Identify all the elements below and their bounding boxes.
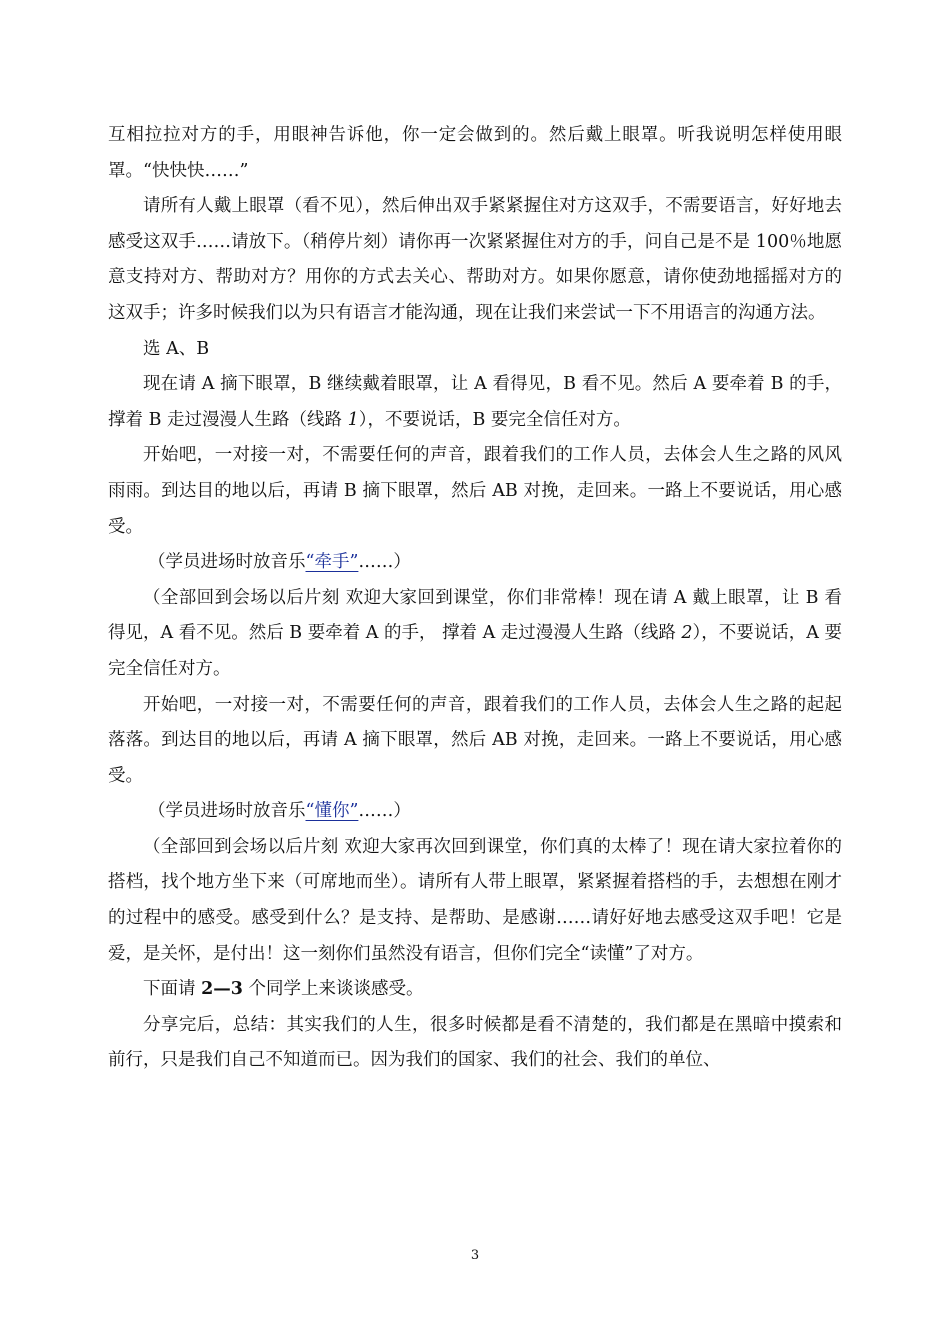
paragraph-7-text-end: ），不要说话，A 要完全信任对方。	[108, 623, 842, 679]
paragraph-11-text: 下面请	[143, 979, 202, 1000]
paragraph-1: 互相拉拉对方的手，用眼神告诉他，你一定会做到的。然后戴上眼罩。听我说明怎样使用眼罩。“快快快……”	[108, 125, 842, 181]
paragraph-11	[108, 972, 842, 1008]
paragraph-4-text-end: ），不要说话，B 要完全信任对方。	[358, 409, 631, 430]
paragraph-11-text-end: 个同学上来谈谈感受。	[242, 979, 424, 1000]
body-text	[108, 118, 842, 1079]
paragraph-8: 开始吧，一对接一对，不需要任何的声音，跟着我们的工作人员，去体会人生之路的起起落落。到达目的地以后，再请 A 摘下眼罩，然后 AB 对挽，走回来。一路上不要说话，用心感受。	[108, 694, 842, 786]
paragraph-4	[108, 367, 842, 438]
music-note-text-2: （学员进场时放音乐	[148, 801, 306, 822]
route-number-2: 2	[681, 623, 693, 644]
paragraph-5: 开始吧，一对接一对，不需要任何的声音，跟着我们的工作人员，去体会人生之路的风风雨雨。到达目的地以后，再请 B 摘下眼罩，然后 AB 对挽，走回来。一路上不要说话，用心感受。	[108, 445, 842, 537]
paragraph-6	[108, 545, 842, 581]
paragraph-12: 分享完后，总结：其实我们的人生，很多时候都是看不清楚的，我们都是在黑暗中摸索和前行，只是我们自己不知道而已。因为我们的国家、我们的社会、我们的单位、	[108, 1014, 842, 1071]
music-note-text: （学员进场时放音乐	[148, 552, 306, 573]
paragraph-7	[108, 581, 842, 688]
paragraph-7-text: （全部回到会场以后片刻 欢迎大家回到课堂，你们非常棒！现在请 A 戴上眼罩，让 B 看得见，A 看不见。然后 B 要牵着 A 的手， 撑着 A 走过漫漫人生路（线路	[108, 587, 842, 644]
music-note-end-2: ……）	[358, 801, 411, 822]
paragraph-4-text: 现在请 A 摘下眼罩，B 继续戴着眼罩，让 A 看得见，B 看不见。然后 A 要牵着 B 的手，撑着 B 走过漫漫人生路（线路	[108, 374, 842, 430]
song-link-dongni[interactable]: “懂你”	[305, 801, 359, 822]
paragraph-2: 请所有人戴上眼罩（看不见），然后伸出双手紧紧握住对方这双手，不需要语言，好好地去感受这双手……请放下。（稍停片刻）请你再一次紧紧握住对方的手，问自己是不是 100％地愿意支持对方、帮助对方？用你的方式去关心、帮助对方。如果你愿意，请你使劲地摇摇对方的这双手；许多时候我们以为只有语言才能沟通，现在让我们来尝试一下不用语言的沟通方法。	[108, 196, 842, 323]
music-note-end: ……）	[358, 552, 411, 573]
paragraph-3: 选 A、B	[143, 338, 210, 359]
paragraph-10: （全部回到会场以后片刻 欢迎大家再次回到课堂，你们真的太棒了！现在请大家拉着你的搭档，找个地方坐下来（可席地而坐）。请所有人带上眼罩，紧紧握着搭档的手，去想想在刚才的过程中的感受。感受到什么？是支持、是帮助、是感谢……请好好地去感受这双手吧！它是爱，是关怀，是付出！这一刻你们虽然没有语言，但你们完全“读懂”了对方。	[108, 836, 842, 964]
song-link-qianshou[interactable]: “牵手”	[305, 552, 359, 573]
student-count: 2—3	[201, 979, 243, 1000]
paragraph-9	[108, 794, 842, 830]
page-number: 3	[470, 1248, 480, 1263]
route-number-1: 1	[347, 409, 359, 430]
